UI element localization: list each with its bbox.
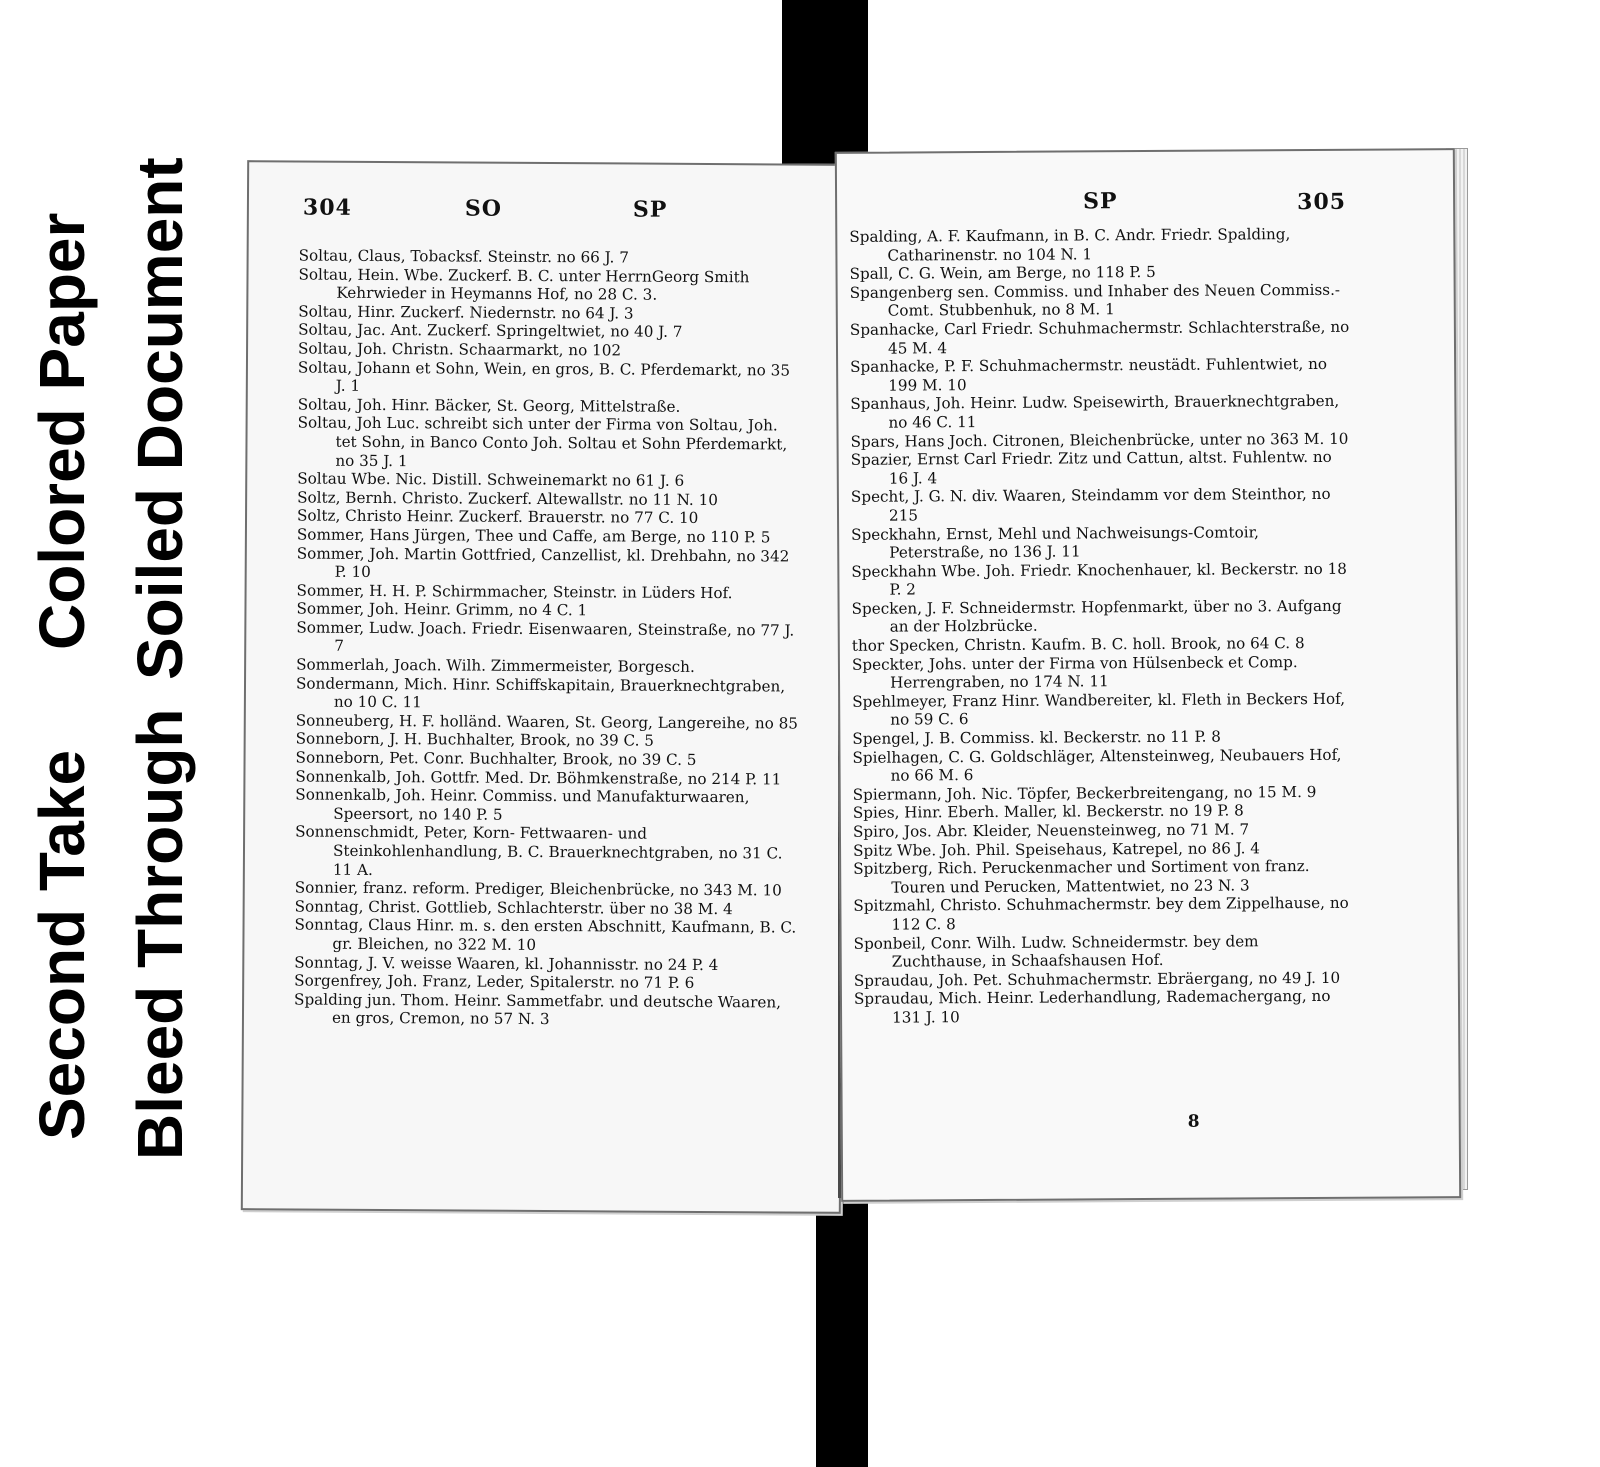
directory-entry: Spies, Hinr. Eberh. Maller, kl. Beckerstr. no 19 P. 8 — [852, 801, 1244, 823]
directory-entry: Sommer, H. H. P. Schirmmacher, Steinstr. in Lüders Hof. — [296, 581, 733, 602]
mount-strip-bottom — [816, 1192, 868, 1467]
directory-entry: Soltau, Hein. Wbe. Zuckerf. B. C. unter HerrnGeorg Smith Kehrwieder in Heymanns Hof, no 28 C. 3. — [298, 265, 750, 304]
directory-entry: Sonntag, Christ. Gottlieb, Schlachterstr. über no 38 M. 4 — [294, 897, 733, 918]
directory-entry: Sonneborn, J. H. Buchhalter, Brook, no 39 C. 5 — [295, 729, 654, 751]
directory-entry: Sonnenkalb, Joh. Heinr. Commiss. und Manufakturwaaren, Speersort, no 140 P. 5 — [295, 785, 750, 824]
right-page-number: 305 — [1297, 188, 1347, 216]
directory-entry: Sommer, Hans Jürgen, Thee und Caffe, am Berge, no 110 P. 5 — [296, 525, 771, 547]
directory-entry: Soltz, Christo Heinr. Zuckerf. Brauerstr. no 77 C. 10 — [296, 506, 699, 528]
directory-entry: Soltau, Jac. Ant. Zuckerf. Springeltwiet, no 40 J. 7 — [298, 320, 683, 342]
directory-entry: Soltau, Joh Luc. schreibt sich unter der Firma von Soltau, Joh. tet Sohn, in Banco Conto Joh. Soltau et Sohn Pferdemarkt, no 35 J. 1 — [297, 413, 788, 470]
directory-entry: Soltau Wbe. Nic. Distill. Schweinemarkt no 61 J. 6 — [297, 469, 685, 490]
directory-entry: thor Specken, Christn. Kaufm. B. C. holl. Brook, no 64 C. 8 — [851, 634, 1305, 655]
directory-entry: Sonnenkalb, Joh. Gottfr. Med. Dr. Böhmkenstraße, no 214 P. 11 — [295, 767, 782, 789]
catchword: 8 — [1187, 1111, 1200, 1132]
label-soiled-document: Soiled Document — [124, 157, 196, 680]
right-entry-list — [849, 225, 1354, 1028]
directory-entry: Sommer, Joh. Heinr. Grimm, no 4 C. 1 — [296, 599, 588, 620]
directory-entry: Soltau, Hinr. Zuckerf. Niedernstr. no 64 J. 3 — [298, 302, 634, 323]
directory-entry: Spiro, Jos. Abr. Kleider, Neuensteinweg, no 71 M. 7 — [852, 820, 1250, 841]
directory-entry: Spitzmahl, Christo. Schuhmachermstr. bey dem Zippelhause, no 112 C. 8 — [853, 894, 1349, 934]
directory-entry: Sonneuberg, H. F. holländ. Waaren, St. Georg, Langereihe, no 85 — [295, 711, 799, 733]
left-header-sp: SP — [632, 196, 668, 223]
label-colored-paper: Colored Paper — [26, 212, 98, 650]
directory-entry: Spalding jun. Thom. Heinr. Sammetfabr. und deutsche Waaren, en gros, Cremon, no 57 N. 3 — [294, 990, 782, 1029]
right-header-sp: SP — [1083, 188, 1118, 215]
directory-entry: Soltau, Claus, Tobacksf. Steinstr. no 66 J. 7 — [298, 246, 629, 267]
directory-entry: Spazier, Ernst Carl Friedr. Zitz und Cattun, altst. Fuhlentw. no 16 J. 4 — [850, 447, 1332, 488]
directory-entry: Spitz Wbe. Joh. Phil. Speisehaus, Katrepel, no 86 J. 4 — [853, 838, 1260, 860]
directory-entry: Sommer, Ludw. Joach. Friedr. Eisenwaaren, Steinstraße, no 77 J. 7 — [296, 618, 795, 656]
directory-entry: Soltau, Joh. Hinr. Bäcker, St. Georg, Mittelstraße. — [297, 395, 681, 416]
left-header-so: SO — [464, 195, 503, 222]
left-page — [241, 160, 847, 1214]
directory-entry: Sonnier, franz. reform. Prediger, Bleichenbrücke, no 343 M. 10 — [294, 878, 782, 900]
label-second-take: Second Take — [26, 749, 98, 1140]
directory-entry: Spraudau, Joh. Pet. Schuhmachermstr. Ebräergang, no 49 J. 10 — [853, 968, 1341, 990]
directory-entry: Spehlmeyer, Franz Hinr. Wandbereiter, kl. Fleth in Beckers Hof, no 59 C. 6 — [852, 689, 1346, 730]
mount-strip-top — [782, 0, 868, 172]
directory-entry: Spanhacke, P. F. Schuhmachermstr. neustädt. Fuhlentwiet, no 199 M. 10 — [850, 355, 1328, 395]
directory-entry: Sonnenschmidt, Peter, Korn- Fettwaaren- und Steinkohlenhandlung, B. C. Brauerknechtgraben, no 31 C. 11 A. — [295, 822, 783, 879]
right-page — [835, 148, 1461, 1202]
directory-entry: Sonneborn, Pet. Conr. Buchhalter, Brook, no 39 C. 5 — [295, 748, 697, 769]
directory-entry: Spars, Hans Joch. Citronen, Bleichenbrücke, unter no 363 M. 10 — [850, 429, 1349, 451]
directory-entry: Sonntag, J. V. weisse Waaren, kl. Johannisstr. no 24 P. 4 — [294, 953, 719, 974]
directory-entry: Spielhagen, C. G. Goldschläger, Altensteinweg, Neubauers Hof, no 66 M. 6 — [852, 745, 1342, 785]
directory-entry: Sommer, Joh. Martin Gottfried, Canzellist, kl. Drehbahn, no 342 P. 10 — [296, 543, 790, 582]
directory-entry: Sorgenfrey, Joh. Franz, Leder, Spitalerstr. no 71 P. 6 — [294, 971, 695, 993]
left-page-number: 304 — [302, 194, 352, 221]
directory-entry: Sondermann, Mich. Hinr. Schiffskapitain, Brauerknechtgraben, no 10 C. 11 — [295, 674, 786, 712]
directory-entry: Spangenberg sen. Commiss. und Inhaber des Neuen Commiss.-Comt. Stubbenhuk, no 8 M. 1 — [849, 280, 1341, 320]
directory-entry: Sponbeil, Conr. Wilh. Ludw. Schneidermstr. bey dem Zuchthause, in Schaafshausen Hof. — [853, 931, 1259, 971]
directory-entry: Spiermann, Joh. Nic. Töpfer, Beckerbreitengang, no 15 M. 9 — [852, 782, 1317, 804]
directory-entry: Spanhacke, Carl Friedr. Schuhmachermstr. Schlachterstraße, no 45 M. 4 — [849, 317, 1350, 358]
directory-entry: Soltau, Johann et Sohn, Wein, en gros, B. C. Pferdemarkt, no 35 J. 1 — [297, 358, 791, 396]
directory-entry: Spengel, J. B. Commiss. kl. Beckerstr. no 11 P. 8 — [852, 727, 1221, 748]
directory-entry: Spanhaus, Joh. Heinr. Ludw. Speisewirth, Brauerknechtgraben, no 46 C. 11 — [850, 392, 1340, 432]
directory-entry: Spraudau, Mich. Heinr. Lederhandlung, Rademachergang, no 131 J. 10 — [853, 987, 1331, 1027]
directory-entry: Spitzberg, Rich. Peruckenmacher und Sortiment von franz. Touren und Perucken, Mattentwiet, no 23 N. 3 — [853, 857, 1310, 897]
directory-entry: Speckter, Johs. unter der Firma von Hülsenbeck et Comp. Herrengraben, no 174 N. 11 — [851, 652, 1298, 692]
left-entry-list — [294, 246, 804, 1030]
directory-entry: Speckhahn, Ernst, Mehl und Nachweisungs-Comtoir, Peterstraße, no 136 J. 11 — [851, 522, 1260, 562]
directory-entry: Specht, J. G. N. div. Waaren, Steindamm vor dem Steinthor, no 215 — [850, 485, 1331, 525]
directory-entry: Soltau, Joh. Christn. Schaarmarkt, no 102 — [298, 339, 622, 360]
directory-entry: Specken, J. F. Schneidermstr. Hopfenmarkt, über no 3. Aufgang an der Holzbrücke. — [851, 596, 1342, 637]
directory-entry: Speckhahn Wbe. Joh. Friedr. Knochenhauer, kl. Beckerstr. no 18 P. 2 — [851, 559, 1347, 599]
directory-entry: Spalding, A. F. Kaufmann, in B. C. Andr. Friedr. Spalding, Catharinenstr. no 104 N. 1 — [849, 225, 1291, 265]
label-bleed-through: Bleed Through — [124, 708, 196, 1160]
directory-entry: Sommerlah, Joach. Wilh. Zimmermeister, Borgesch. — [296, 655, 695, 676]
directory-entry: Soltz, Bernh. Christo. Zuckerf. Altewallstr. no 11 N. 10 — [297, 488, 719, 509]
directory-entry: Spall, C. G. Wein, am Berge, no 118 P. 5 — [849, 263, 1156, 284]
directory-entry: Sonntag, Claus Hinr. m. s. den ersten Abschnitt, Kaufmann, B. C. gr. Bleichen, no 322 M. 10 — [294, 915, 797, 954]
